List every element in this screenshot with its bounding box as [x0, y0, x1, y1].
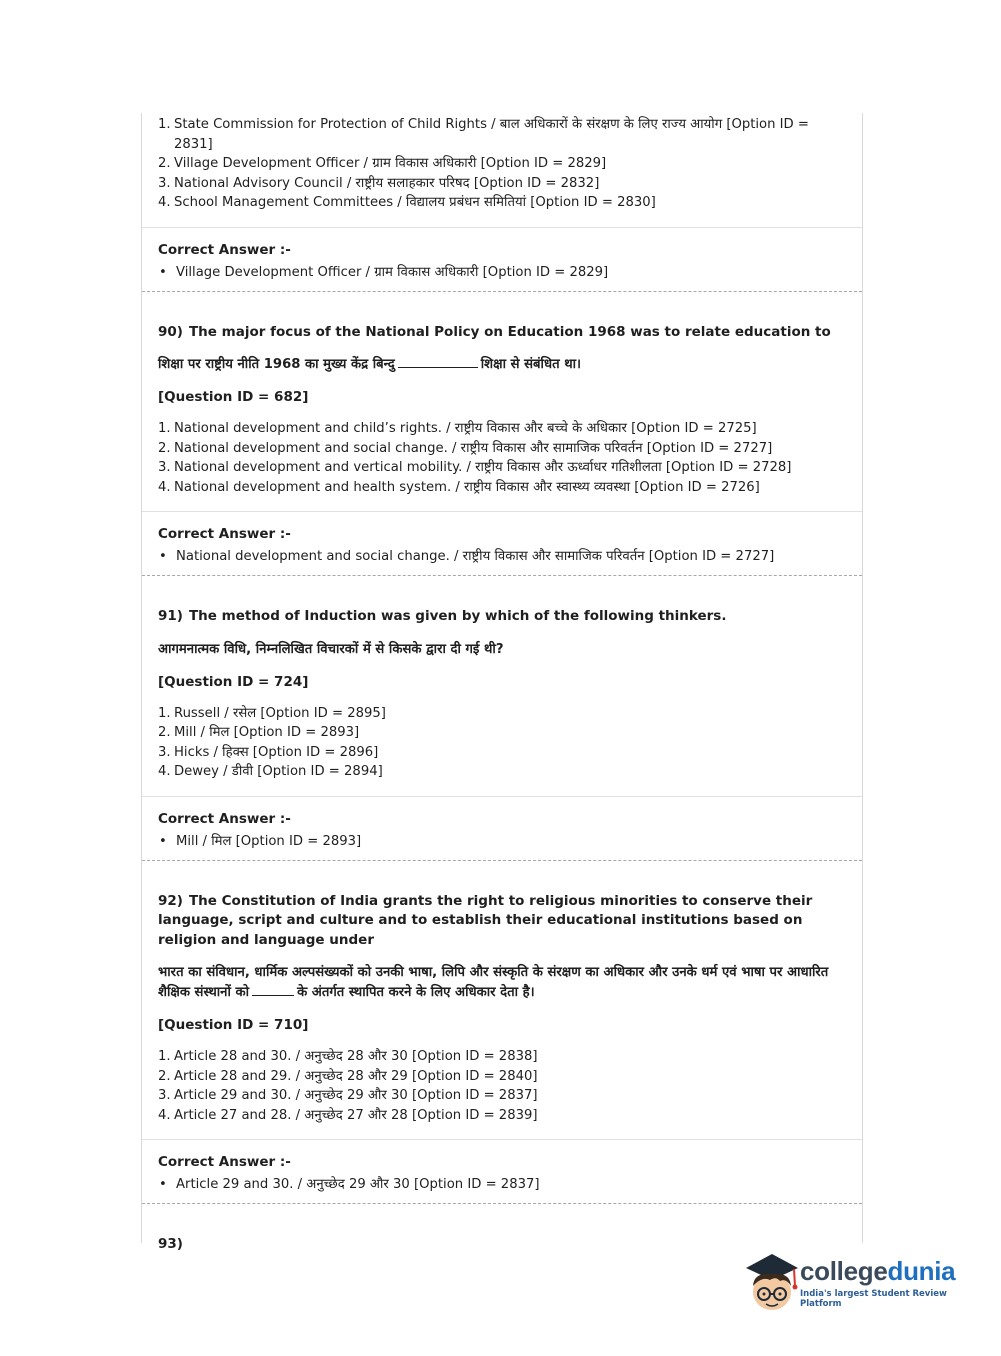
- option-row: 4. Article 27 and 28. / अनुच्छेद 27 और 28 [Option ID = 2839]: [158, 1107, 538, 1123]
- option-row: 2. National development and social change. / राष्ट्रीय विकास और सामाजिक परिवर्तन [Option ID = 2727]: [158, 440, 773, 456]
- mascot-icon: [742, 1250, 800, 1314]
- blank-line: [398, 355, 478, 368]
- correct-answer-label: Correct Answer :-: [158, 1154, 291, 1170]
- question-title: 92) The Constitution of India grants the right to religious minorities to conserve their language, script and culture and to establish their educational institutions based on religion and language under: [158, 892, 813, 948]
- bullet: •: [159, 833, 167, 849]
- option-row: 1. State Commission for Protection of Child Rights / बाल अधिकारों के संरक्षण के लिए राज्य आयोग [Option ID = 2831]: [158, 117, 809, 152]
- option-row: 4. National development and health system. / राष्ट्रीय विकास और स्वास्थ्य व्यवस्था [Option ID = 2726]: [158, 479, 760, 495]
- question-title: 93): [158, 1236, 183, 1252]
- brand-tagline: India's largest Student Review Platform: [800, 1289, 947, 1309]
- correct-answer-block: [142, 797, 862, 860]
- option-row: 2. Article 28 and 29. / अनुच्छेद 28 और 29 [Option ID = 2840]: [158, 1068, 538, 1084]
- correct-answer-value: National development and social change. / राष्ट्रीय विकास और सामाजिक परिवर्तन [Option ID = 2727]: [176, 549, 775, 564]
- correct-answer-block: [142, 512, 862, 575]
- question-93: [142, 1204, 862, 1255]
- bullet: •: [159, 549, 167, 564]
- bullet: •: [159, 1177, 167, 1192]
- correct-answer-label: Correct Answer :-: [158, 526, 291, 542]
- question-id: [Question ID = 724]: [158, 673, 309, 690]
- option-row: 1. Russell / रसेल [Option ID = 2895]: [158, 705, 386, 721]
- question-hindi: शिक्षा पर राष्ट्रीय नीति 1968 का मुख्य केंद्र बिन्दु शिक्षा से संबंधित था।: [158, 357, 582, 372]
- options-list: [158, 1047, 846, 1125]
- question-hindi: भारत का संविधान, धार्मिक अल्पसंख्यकों को उनकी भाषा, लिपि और संस्कृति के संरक्षण का अधिकार और उनके धर्म एवं भाषा पर आधारित शैक्षिक संस्थानों को के अंतर्गत स्थापित करने के लिए अधिकार देता है।: [158, 965, 829, 1000]
- top-options-list: [142, 113, 862, 213]
- question-hindi: आगमनात्मक विधि, निम्नलिखित विचारकों में से किसके द्वारा दी गई थी?: [158, 641, 504, 657]
- question-title: 90) The major focus of the National Policy on Education 1968 was to relate education to: [158, 323, 831, 340]
- correct-answer-value: Village Development Officer / ग्राम विकास अधिकारी [Option ID = 2829]: [176, 264, 609, 280]
- option-row: 1. Article 28 and 30. / अनुच्छेद 28 और 30 [Option ID = 2838]: [158, 1049, 538, 1064]
- correct-answer-label: Correct Answer :-: [158, 241, 291, 258]
- option-row: 2. Mill / मिल [Option ID = 2893]: [158, 725, 360, 740]
- brand-name: collegedunia: [800, 1256, 956, 1286]
- question-paper-frame: [141, 113, 863, 1252]
- question-id: [Question ID = 710]: [158, 1017, 309, 1033]
- option-row: 3. National Advisory Council / राष्ट्रीय सलाहकार परिषद [Option ID = 2832]: [158, 175, 600, 191]
- option-row: 3. Article 29 and 30. / अनुच्छेद 29 और 30 [Option ID = 2837]: [158, 1088, 538, 1103]
- bullet: •: [159, 264, 167, 280]
- question-90: [142, 292, 862, 498]
- correct-answer-block: [142, 1140, 862, 1203]
- blank-line: [252, 983, 294, 996]
- question-91: [142, 576, 862, 782]
- option-row: 2. Village Development Officer / ग्राम विकास अधिकारी [Option ID = 2829]: [158, 156, 607, 171]
- options-list: [158, 419, 846, 497]
- question-id: [Question ID = 682]: [158, 389, 309, 405]
- option-row: 3. Hicks / हिक्स [Option ID = 2896]: [158, 744, 379, 760]
- collegedunia-logo[interactable]: [742, 1250, 972, 1314]
- correct-answer-value: Mill / मिल [Option ID = 2893]: [176, 833, 362, 849]
- options-list: [158, 704, 846, 782]
- option-row: 4. Dewey / डीवी [Option ID = 2894]: [158, 764, 383, 779]
- correct-answer-block: [142, 228, 862, 291]
- question-92: [142, 861, 862, 1126]
- option-row: 4. School Management Committees / विद्यालय प्रबंधन समितियां [Option ID = 2830]: [158, 195, 656, 210]
- option-row: 3. National development and vertical mobility. / राष्ट्रीय विकास और ऊर्ध्वाधर गतिशीलता [Option ID = 2728]: [158, 460, 792, 475]
- correct-answer-label: Correct Answer :-: [158, 810, 291, 827]
- correct-answer-value: Article 29 and 30. / अनुच्छेद 29 और 30 [Option ID = 2837]: [176, 1177, 540, 1192]
- option-row: 1. National development and child’s rights. / राष्ट्रीय विकास और बच्चे के अधिकार [Option ID = 2725]: [158, 421, 757, 436]
- question-title: 91) The method of Induction was given by which of the following thinkers.: [158, 608, 727, 624]
